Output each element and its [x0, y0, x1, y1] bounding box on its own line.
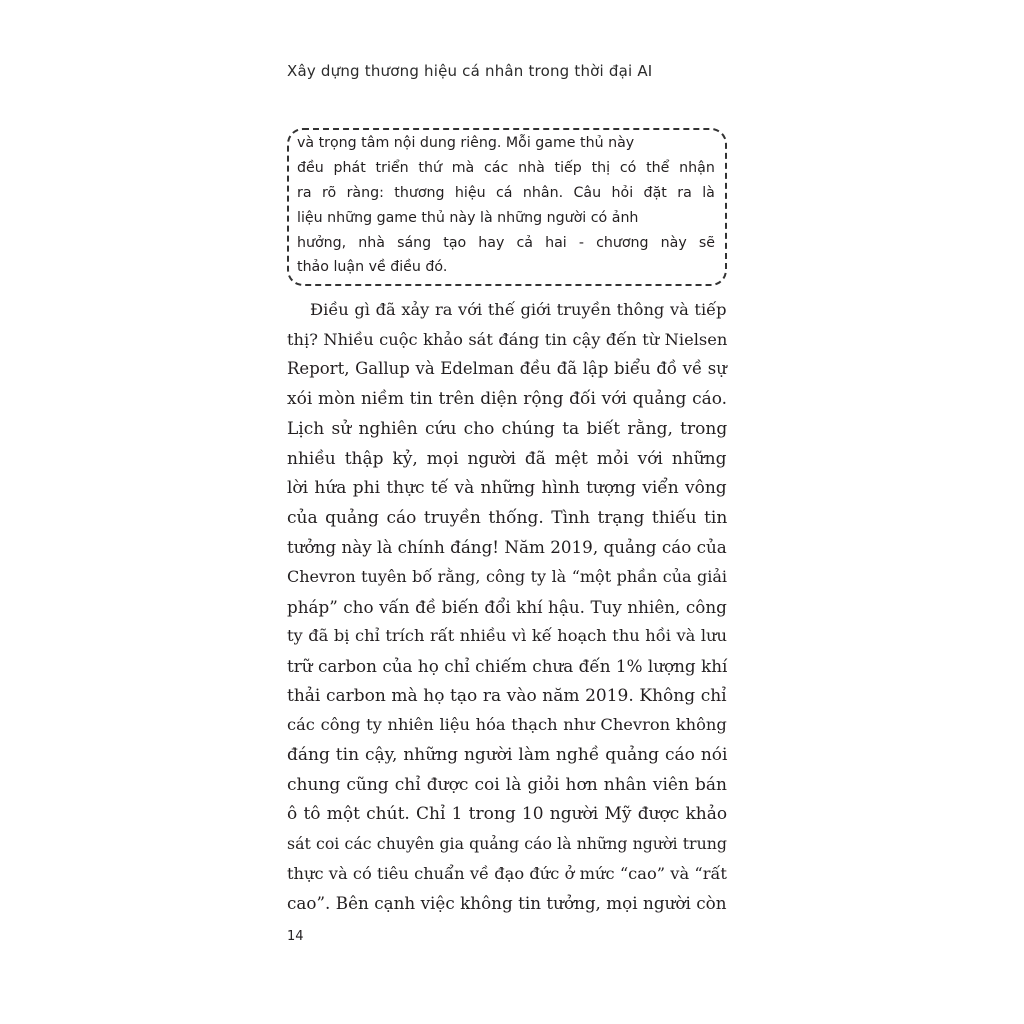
running-header: Xây dựng thương hiệu cá nhân trong thời đại AI: [287, 62, 653, 80]
body-line: trữ carbon của họ chỉ chiếm chưa đến 1% lượng khí: [287, 656, 728, 676]
body-line: thị? Nhiều cuộc khảo sát đáng tin cậy đến từ Nielsen: [287, 330, 728, 349]
body-line: tưởng này là chính đáng! Năm 2019, quảng cáo của: [287, 537, 727, 557]
callout-line: liệu những game thủ này là những người có ảnh: [297, 210, 639, 226]
callout-line: hưởng, nhà sáng tạo hay cả hai - chương này sẽ: [297, 235, 715, 251]
body-line: cao”. Bên cạnh việc không tin tưởng, mọi người còn: [287, 893, 727, 913]
page-number: 14: [287, 929, 304, 944]
body-line: lời hứa phi thực tế và những hình tượng viển vông: [287, 478, 727, 498]
body-line: sát coi các chuyên gia quảng cáo là những người trung: [287, 834, 727, 853]
body-line: ty đã bị chỉ trích rất nhiều vì kế hoạch thu hồi và lưu: [287, 626, 728, 645]
body-line: xói mòn niềm tin trên diện rộng đối với quảng cáo.: [287, 389, 728, 409]
callout-line: thảo luận về điều đó.: [297, 259, 448, 275]
body-line: Lịch sử nghiên cứu cho chúng ta biết rằng, trong: [287, 419, 728, 439]
body-line: nhiều thập kỷ, mọi người đã mệt mỏi với những: [287, 449, 727, 469]
callout-line: đều phát triển thứ mà các nhà tiếp thị có thể nhận: [297, 160, 715, 176]
body-line: thực và có tiêu chuẩn về đạo đức ở mức “cao” và “rất: [287, 864, 727, 883]
body-line: các công ty nhiên liệu hóa thạch như Chevron không: [287, 715, 727, 734]
body-line: của quảng cáo truyền thống. Tình trạng thiếu tin: [287, 508, 728, 528]
body-line: ô tô một chút. Chỉ 1 trong 10 người Mỹ được khảo: [287, 804, 728, 824]
body-line: Report, Gallup và Edelman đều đã lập biểu đồ về sự: [287, 359, 727, 378]
body-line: pháp” cho vấn đề biến đổi khí hậu. Tuy nhiên, công: [287, 597, 727, 617]
callout-line: và trọng tâm nội dung riêng. Mỗi game thủ này: [297, 135, 635, 151]
callout-line: ra rõ ràng: thương hiệu cá nhân. Câu hỏi đặt ra là: [297, 185, 715, 201]
body-line: chung cũng chỉ được coi là giỏi hơn nhân viên bán: [287, 775, 727, 795]
body-line: thải carbon mà họ tạo ra vào năm 2019. Không chỉ: [287, 686, 727, 706]
body-line: Điều gì đã xảy ra với thế giới truyền thông và tiếp: [310, 300, 727, 319]
body-line: đáng tin cậy, những người làm nghề quảng cáo nói: [287, 745, 728, 765]
body-line: Chevron tuyên bố rằng, công ty là “một phần của giải: [287, 567, 728, 586]
